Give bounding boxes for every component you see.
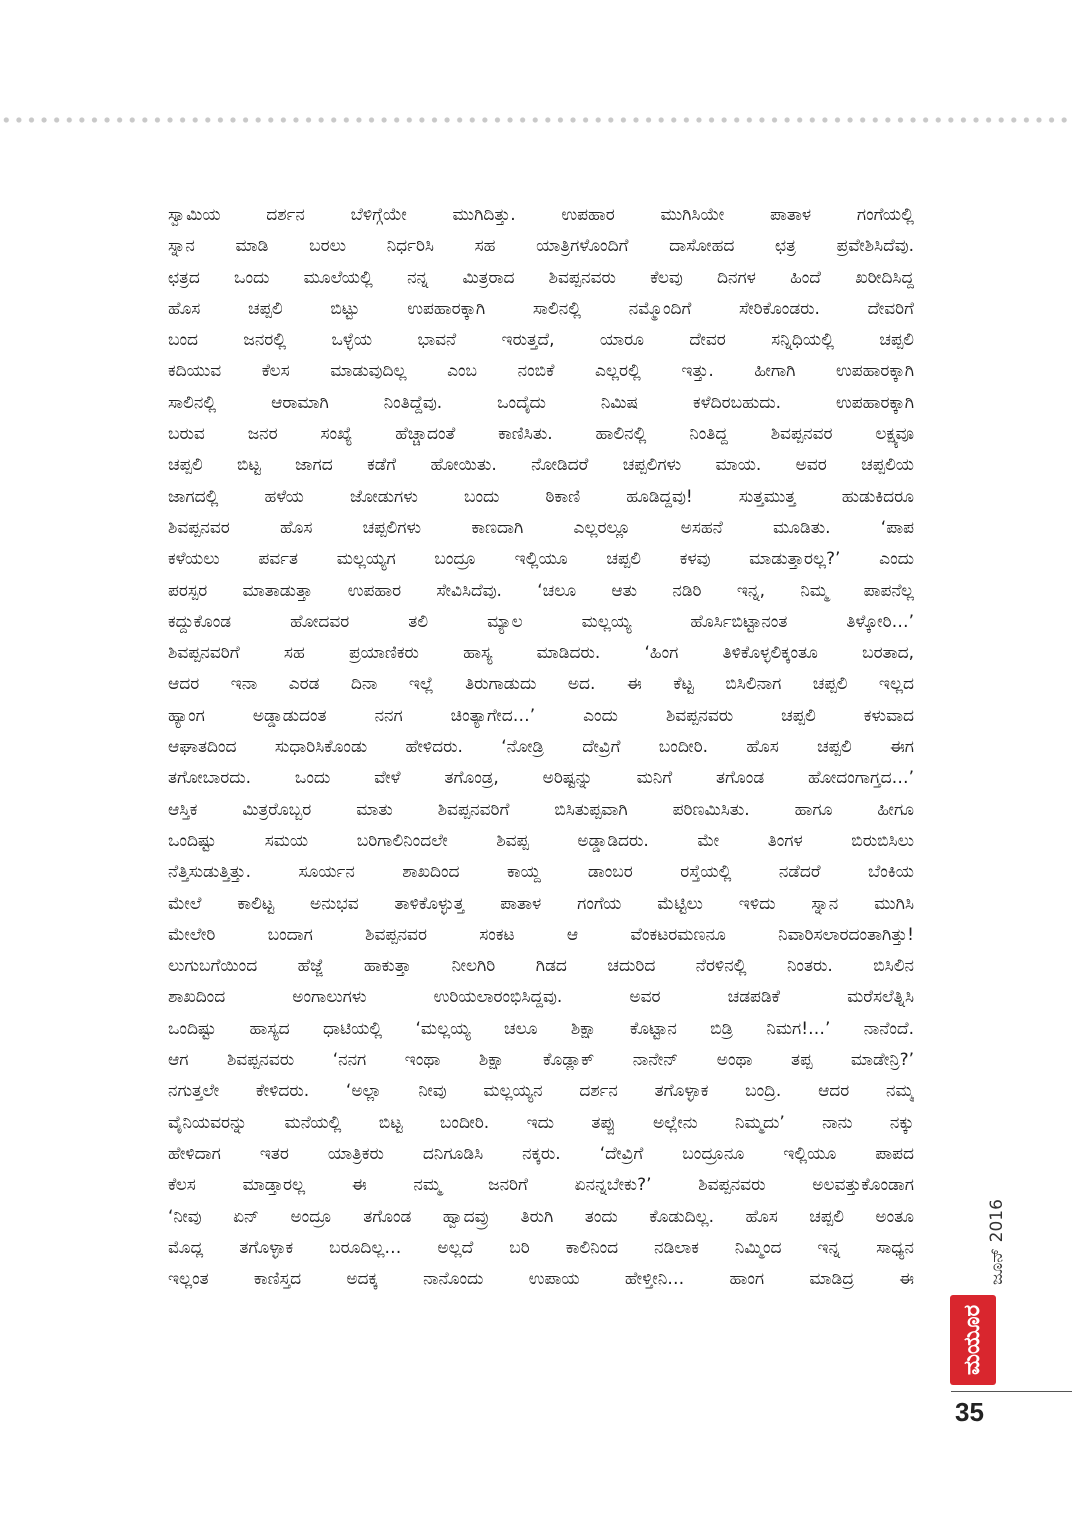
folio-rule [951,1391,1072,1392]
article-line: ಸ್ವಾಮಿಯ ದರ್ಶನ ಬೆಳಿಗ್ಗೆಯೇ ಮುಗಿದಿತ್ತು. ಉಪಹಾರ ಮುಗಿಸಿಯೇ ಪಾತಾಳ ಗಂಗೆಯಲ್ಲಿ [168,205,914,225]
article-line: ಆಗ ಶಿವಪ್ಪನವರು ‘ನನಗ ಇಂಥಾ ಶಿಕ್ಷಾ ಕೊಡ್ಲಾಕ್ ನಾನೇನ್ ಅಂಥಾ ತಪ್ಪ ಮಾಡೇನ್ರಿ?’ [168,1050,914,1071]
article-line: ಕದ್ದುಕೊಂಡ ಹೋದವರ ತಲಿ ಮ್ಯಾಲ ಮಲ್ಲಯ್ಯ ಹೊರ್ಸಿಬಿಟ್ಟಾನಂತ ತಿಳ್ಕೋರಿ…’ [168,611,914,632]
article-line: ಇಲ್ಲಂತ ಕಾಣಿಸ್ತದ ಅದಕ್ಕ ನಾನೊಂದು ಉಪಾಯ ಹೇಳ್ತೀನಿ… ಹಾಂಗ ಮಾಡಿದ್ರ ಈ [168,1269,914,1290]
article-line: ಕೆಲಸ ಮಾಡ್ತಾರಲ್ಲ ಈ ನಮ್ಮ ಜನರಿಗೆ ಏನನ್ನಬೇಕು?’ ಶಿವಪ್ಪನವರು ಅಲವತ್ತುಕೊಂಡಾಗ [168,1175,914,1196]
article-line: ಮೇಲೇರಿ ಬಂದಾಗ ಶಿವಪ್ಪನವರ ಸಂಕಟ ಆ ವೆಂಕಟರಮಣನೂ ನಿವಾರಿಸಲಾರದಂತಾಗಿತ್ತು! [168,924,914,945]
article-line: ನೆತ್ತಿಸುಡುತ್ತಿತ್ತು. ಸೂರ್ಯನ ಶಾಖದಿಂದ ಕಾಯ್ದ ಡಾಂಬರ ರಸ್ತೆಯಲ್ಲಿ ನಡೆದರೆ ಬೆಂಕಿಯ [168,862,914,883]
article-line: ಕದಿಯುವ ಕೆಲಸ ಮಾಡುವುದಿಲ್ಲ ಎಂಬ ನಂಬಿಕೆ ಎಲ್ಲರಲ್ಲಿ ಇತ್ತು. ಹೀಗಾಗಿ ಉಪಹಾರಕ್ಕಾಗಿ [168,361,914,382]
article-line: ಶಿವಪ್ಪನವರಿಗೆ ಸಹ ಪ್ರಯಾಣಿಕರು ಹಾಸ್ಯ ಮಾಡಿದರು. ‘ಹಿಂಗ ತಿಳಿಕೊಳ್ಳಲಿಕ್ಕಂತೂ ಬರತಾದ, [168,643,914,664]
article-body [168,200,914,1295]
article-line: ಬಂದ ಜನರಲ್ಲಿ ಒಳ್ಳೆಯ ಭಾವನೆ ಇರುತ್ತದೆ, ಯಾರೂ ದೇವರ ಸನ್ನಿಧಿಯಲ್ಲಿ ಚಪ್ಪಲಿ [168,330,914,351]
article-line: ಆಸ್ತಿಕ ಮಿತ್ರರೊಬ್ಬರ ಮಾತು ಶಿವಪ್ಪನವರಿಗೆ ಬಿಸಿತುಪ್ಪವಾಗಿ ಪರಿಣಮಿಸಿತು. ಹಾಗೂ ಹೀಗೂ [168,799,914,820]
article-line: ಲುಗುಬಗೆಯಿಂದ ಹೆಜ್ಜೆ ಹಾಕುತ್ತಾ ನೀಲಗಿರಿ ಗಿಡದ ಚದುರಿದ ನೆರಳಿನಲ್ಲಿ ನಿಂತರು. ಬಿಸಿಲಿನ [168,956,914,977]
article-line: ಚಪ್ಪಲಿ ಬಿಟ್ಟ ಜಾಗದ ಕಡೆಗೆ ಹೋಯಿತು. ನೋಡಿದರೆ ಚಪ್ಪಲಿಗಳು ಮಾಯ. ಅವರ ಚಪ್ಪಲಿಯ [168,455,914,476]
article-line: ‘ನೀವು ಏನ್ ಅಂದ್ರೂ ತಗೊಂಡ ಹ್ವಾದವ್ರು ತಿರುಗಿ ತಂದು ಕೊಡುದಿಲ್ಲ. ಹೊಸ ಚಪ್ಪಲಿ ಅಂತೂ [168,1206,914,1227]
article-line: ಹೇಳಿದಾಗ ಇತರ ಯಾತ್ರಿಕರು ದನಿಗೂಡಿಸಿ ನಕ್ಕರು. ‘ದೇವ್ರಿಗೆ ಬಂದ್ರೂನೂ ಇಲ್ಲಿಯೂ ಪಾಪದ [168,1143,914,1164]
issue-date: ಜೂನ್ 2016 [987,1199,1007,1285]
dotted-header-rule [0,116,1072,124]
article-line: ಕಳೆಯಲು ಪರ್ವತ ಮಲ್ಲಯ್ಯಗ ಬಂದ್ರೂ ಇಲ್ಲಿಯೂ ಚಪ್ಪಲಿ ಕಳವು ಮಾಡುತ್ತಾರಲ್ಲ?’ ಎಂದು [168,549,914,570]
page-number: 35 [955,1397,984,1427]
article-line: ಪರಸ್ಪರ ಮಾತಾಡುತ್ತಾ ಉಪಹಾರ ಸೇವಿಸಿದೆವು. ‘ಚಲೂ ಆತು ನಡಿರಿ ಇನ್ನ, ನಿಮ್ಮ ಪಾಪನೆಲ್ಲ [168,580,914,601]
article-line: ಒಂದಿಷ್ಟು ಹಾಸ್ಯದ ಧಾಟಿಯಲ್ಲಿ ‘ಮಲ್ಲಯ್ಯ ಚಲೂ ಶಿಕ್ಷಾ ಕೊಟ್ಟಾನ ಬಿಡ್ರಿ ನಿಮಗ!…’ ನಾನೆಂದೆ. [168,1018,914,1039]
article-line: ಸಾಲಿನಲ್ಲಿ ಆರಾಮಾಗಿ ನಿಂತಿದ್ದೆವು. ಒಂದೈದು ನಿಮಿಷ ಕಳೆದಿರಬಹುದು. ಉಪಹಾರಕ್ಕಾಗಿ [168,392,914,413]
article-line: ಛತ್ರದ ಒಂದು ಮೂಲೆಯಲ್ಲಿ ನನ್ನ ಮಿತ್ರರಾದ ಶಿವಪ್ಪನವರು ಕೆಲವು ದಿನಗಳ ಹಿಂದೆ ಖರೀದಿಸಿದ್ದ [168,267,914,288]
article-line: ತಗೋಬಾರದು. ಒಂದು ವೇಳೆ ತಗೊಂಡ್ರ, ಅರಿಷ್ಟನ್ನು ಮನಿಗೆ ತಗೊಂಡ ಹೋದಂಗಾಗ್ತದ…’ [168,768,914,789]
article-line: ಹೊಸ ಚಪ್ಪಲಿ ಬಿಟ್ಟು ಉಪಹಾರಕ್ಕಾಗಿ ಸಾಲಿನಲ್ಲಿ ನಮ್ಮೊಂದಿಗೆ ಸೇರಿಕೊಂಡರು. ದೇವರಿಗೆ [168,298,914,319]
article-line: ಮೇಲೆ ಕಾಲಿಟ್ಟ ಅನುಭವ ತಾಳಿಕೊಳ್ಳುತ್ತ ಪಾತಾಳ ಗಂಗೆಯ ಮೆಟ್ಟಿಲು ಇಳಿದು ಸ್ನಾನ ಮುಗಿಸಿ [168,893,914,914]
article-line: ಮೊದ್ಲ ತಗೊಳ್ಳಾಕ ಬರೂದಿಲ್ಲ… ಅಲ್ಲದೆ ಬರಿ ಕಾಲಿನಿಂದ ನಡಿಲಾಕ ನಿಮ್ಮಿಂದ ಇನ್ನ ಸಾಧ್ಯನ [168,1237,914,1258]
article-line: ಜಾಗದಲ್ಲಿ ಹಳೆಯ ಜೋಡುಗಳು ಬಂದು ಠಿಕಾಣಿ ಹೂಡಿದ್ದವು! ಸುತ್ತಮುತ್ತ ಹುಡುಕಿದರೂ [168,486,914,507]
article-line: ಒಂದಿಷ್ಟು ಸಮಯ ಬರಿಗಾಲಿನಿಂದಲೇ ಶಿವಪ್ಪ ಅಡ್ಡಾಡಿದರು. ಮೇ ತಿಂಗಳ ಬಿರುಬಿಸಿಲು [168,830,914,851]
magazine-masthead-logo: ಮಯೂರ [950,1295,996,1385]
article-line: ವೈನಿಯವರನ್ನು ಮನೆಯಲ್ಲಿ ಬಿಟ್ಟ ಬಂದೀರಿ. ಇದು ತಪ್ಪು ಅಲ್ಲೇನು ನಿಮ್ಮದು’ ನಾನು ನಕ್ಕು [168,1112,914,1133]
article-line: ಶಾಖದಿಂದ ಅಂಗಾಲುಗಳು ಉರಿಯಲಾರಂಭಿಸಿದ್ದವು. ಅವರ ಚಡಪಡಿಕೆ ಮರೆಸಲೆತ್ನಿಸಿ [168,987,914,1008]
article-line: ಬರುವ ಜನರ ಸಂಖ್ಯೆ ಹೆಚ್ಚಾದಂತೆ ಕಾಣಿಸಿತು. ಹಾಲಿನಲ್ಲಿ ನಿಂತಿದ್ದ ಶಿವಪ್ಪನವರ ಲಕ್ಷ್ಯವೂ [168,424,914,445]
article-line: ಹ್ಯಾಂಗ ಅಡ್ಡಾಡುದಂತ ನನಗ ಚಿಂತ್ಯಾಗೇದ…’ ಎಂದು ಶಿವಪ್ಪನವರು ಚಪ್ಪಲಿ ಕಳುವಾದ [168,705,914,726]
article-line: ಶಿವಪ್ಪನವರ ಹೊಸ ಚಪ್ಪಲಿಗಳು ಕಾಣದಾಗಿ ಎಲ್ಲರಲ್ಲೂ ಅಸಹನೆ ಮೂಡಿತು. ‘ಪಾಪ [168,517,914,538]
article-line: ಆಘಾತದಿಂದ ಸುಧಾರಿಸಿಕೊಂಡು ಹೇಳಿದರು. ‘ನೋಡ್ರಿ ದೇವ್ರಿಗೆ ಬಂದೀರಿ. ಹೊಸ ಚಪ್ಪಲಿ ಈಗ [168,737,914,758]
article-line: ನಗುತ್ತಲೇ ಕೇಳಿದರು. ‘ಅಲ್ಲಾ ನೀವು ಮಲ್ಲಯ್ಯನ ದರ್ಶನ ತಗೊಳ್ಳಾಕ ಬಂದ್ರಿ. ಆದರ ನಮ್ಮ [168,1081,914,1102]
article-line: ಸ್ನಾನ ಮಾಡಿ ಬರಲು ನಿರ್ಧರಿಸಿ ಸಹ ಯಾತ್ರಿಗಳೊಂದಿಗೆ ದಾಸೋಹದ ಛತ್ರ ಪ್ರವೇಶಿಸಿದೆವು. [168,236,914,257]
article-line: ಆದರ ಇನಾ ಎರಡ ದಿನಾ ಇಲ್ಲೆ ತಿರುಗಾಡುದು ಅದ. ಈ ಕೆಟ್ಟ ಬಿಸಿಲಿನಾಗ ಚಪ್ಪಲಿ ಇಲ್ಲದ [168,674,914,695]
